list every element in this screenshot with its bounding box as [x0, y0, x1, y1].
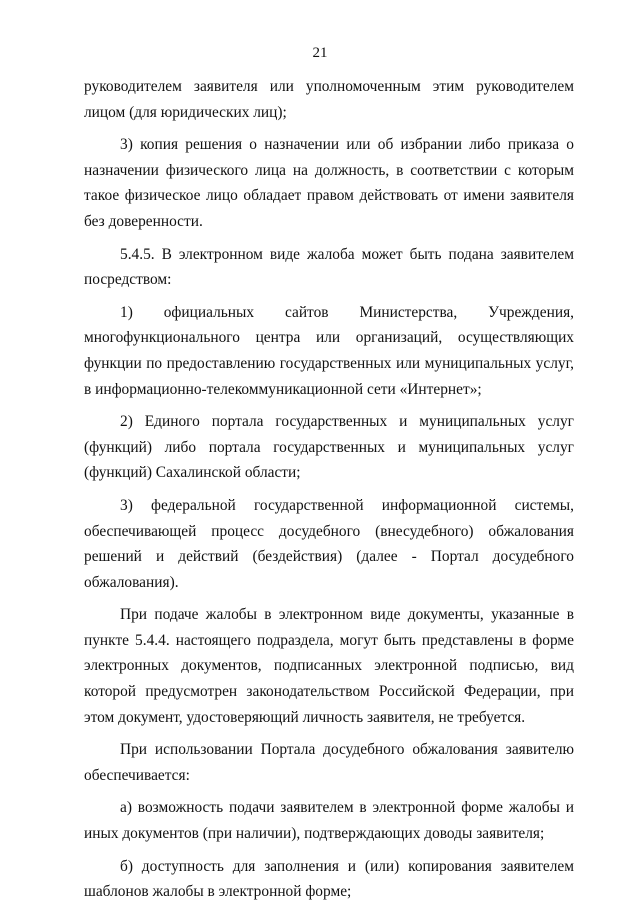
paragraph-portal-usage: При использовании Портала досудебного обжалования заявителю обеспечивается: [84, 741, 574, 784]
paragraph-continuation: руководителем заявителя или уполномоченным этим руководителем лицом (для юридических лиц); [84, 78, 574, 121]
paragraph-item-1-official-sites: 1) официальных сайтов Министерства, Учреждения, многофункционального центра или организаций, осуществляющих функции по предоставлению государственных или муниципальных услуг, в информационно-телекоммуникационной сети «Интернет»; [84, 303, 574, 398]
paragraph-item-b: б) доступность для заполнения и (или) копирования заявителем шаблонов жалобы в электронной форме; [84, 857, 574, 901]
document-body [84, 74, 574, 912]
page-number: 21 [312, 45, 328, 61]
paragraph-item-2-unified-portal: 2) Единого портала государственных и муниципальных услуг (функций) либо портала государственных и муниципальных услуг (функций) Сахалинской области; [84, 413, 574, 482]
paragraph-item-3-decision-copy: 3) копия решения о назначении или об избрании либо приказа о назначении физического лица на должность, в соответствии с которым такое физическое лицо обладает правом действовать от имени заявителя без доверенности. [84, 136, 574, 230]
paragraph-electronic-documents: При подаче жалобы в электронном виде документы, указанные в пункте 5.4.4. настоящего подраздела, могут быть представлены в форме электронных документов, подписанных электронной подписью, вид которой предусмотрен законодательством Российской Федерации, при этом документ, удостоверяющий личность заявителя, не требуется. [84, 606, 574, 726]
paragraph-item-a: а) возможность подачи заявителем в электронной форме жалобы и иных документов (при наличии), подтверждающих доводы заявителя; [84, 799, 574, 843]
paragraph-item-3-federal-system: 3) федеральной государственной информационной системы, обеспечивающей процесс досудебного (внесудебного) обжалования решений и действий (бездействия) (далее - Портал досудебного обжалования). [84, 496, 574, 591]
paragraph-5-4-5: 5.4.5. В электронном виде жалоба может быть подана заявителем посредством: [84, 245, 574, 289]
